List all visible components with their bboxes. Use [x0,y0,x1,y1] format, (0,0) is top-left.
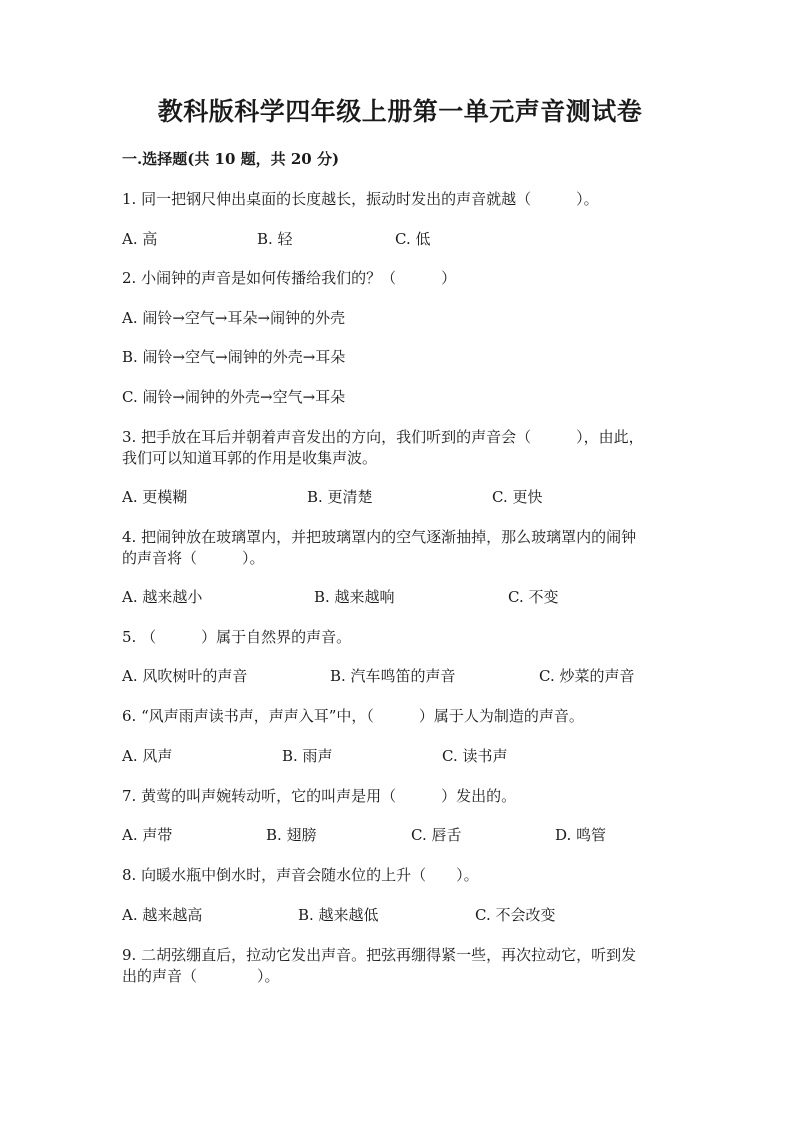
question-6-option-b: B. 雨声 [282,747,333,765]
question-9-text-line-1: 9. 二胡弦绷直后，拉动它发出声音。把弦再绷得紧一些，再次拉动它，听到发 [122,946,637,964]
question-4-option-a: A. 越来越小 [122,588,203,606]
question-3-text-line-2: 我们可以知道耳郭的作用是收集声波。 [122,449,378,467]
question-7-option-d: D. 鸣管 [555,826,607,844]
question-5-option-a: A. 风吹树叶的声音 [122,667,248,685]
question-6-option-a: A. 风声 [122,747,173,765]
question-1-option-a: A. 高 [122,230,158,248]
question-6-option-c: C. 读书声 [442,747,508,765]
question-4-option-b: B. 越来越响 [314,588,395,606]
question-5-text: 5. （ ）属于自然界的声音。 [122,628,352,646]
question-2-option-a: A. 闹铃→空气→耳朵→闹钟的外壳 [122,309,346,327]
question-8-option-a: A. 越来越高 [122,906,203,924]
question-4-option-c: C. 不变 [508,588,559,606]
question-3-option-c: C. 更快 [492,488,543,506]
question-3-option-b: B. 更清楚 [307,488,373,506]
question-7-option-c: C. 唇舌 [411,826,462,844]
question-6-text: 6. “风声雨声读书声，声声入耳”中，（ ）属于人为制造的声音。 [122,707,584,725]
question-3-text-line-1: 3. 把手放在耳后并朝着声音发出的方向，我们听到的声音会（ ），由此， [122,428,644,446]
question-1-option-c: C. 低 [395,230,431,248]
question-1-text: 1. 同一把钢尺伸出桌面的长度越长，振动时发出的声音就越（ ）。 [122,190,599,208]
question-5-option-b: B. 汽车鸣笛的声音 [330,667,456,685]
question-9-text-line-2: 出的声音（ ）。 [122,967,280,985]
question-4-text-line-1: 4. 把闹钟放在玻璃罩内，并把玻璃罩内的空气逐渐抽掉，那么玻璃罩内的闹钟 [122,528,637,546]
question-4-text-line-2: 的声音将（ ）。 [122,549,265,567]
question-7-text: 7. 黄莺的叫声婉转动听，它的叫声是用（ ）发出的。 [122,787,517,805]
question-7-option-b: B. 翅膀 [266,826,317,844]
question-7-option-a: A. 声带 [122,826,173,844]
question-2-option-b: B. 闹铃→空气→闹钟的外壳→耳朵 [122,348,346,366]
question-2-option-c: C. 闹铃→闹钟的外壳→空气→耳朵 [122,388,346,406]
question-8-option-c: C. 不会改变 [475,906,556,924]
question-8-option-b: B. 越来越低 [298,906,379,924]
section-heading: 一.选择题(共 10 题，共 20 分) [122,150,340,168]
question-5-option-c: C. 炒菜的声音 [539,667,635,685]
page-title: 教科版科学四年级上册第一单元声音测试卷 [157,97,643,126]
question-3-option-a: A. 更模糊 [122,488,188,506]
question-2-text: 2. 小闹钟的声音是如何传播给我们的？（ ） [122,269,457,287]
question-8-text: 8. 向暖水瓶中倒水时，声音会随水位的上升（ ）。 [122,866,479,884]
question-1-option-b: B. 轻 [257,230,293,248]
